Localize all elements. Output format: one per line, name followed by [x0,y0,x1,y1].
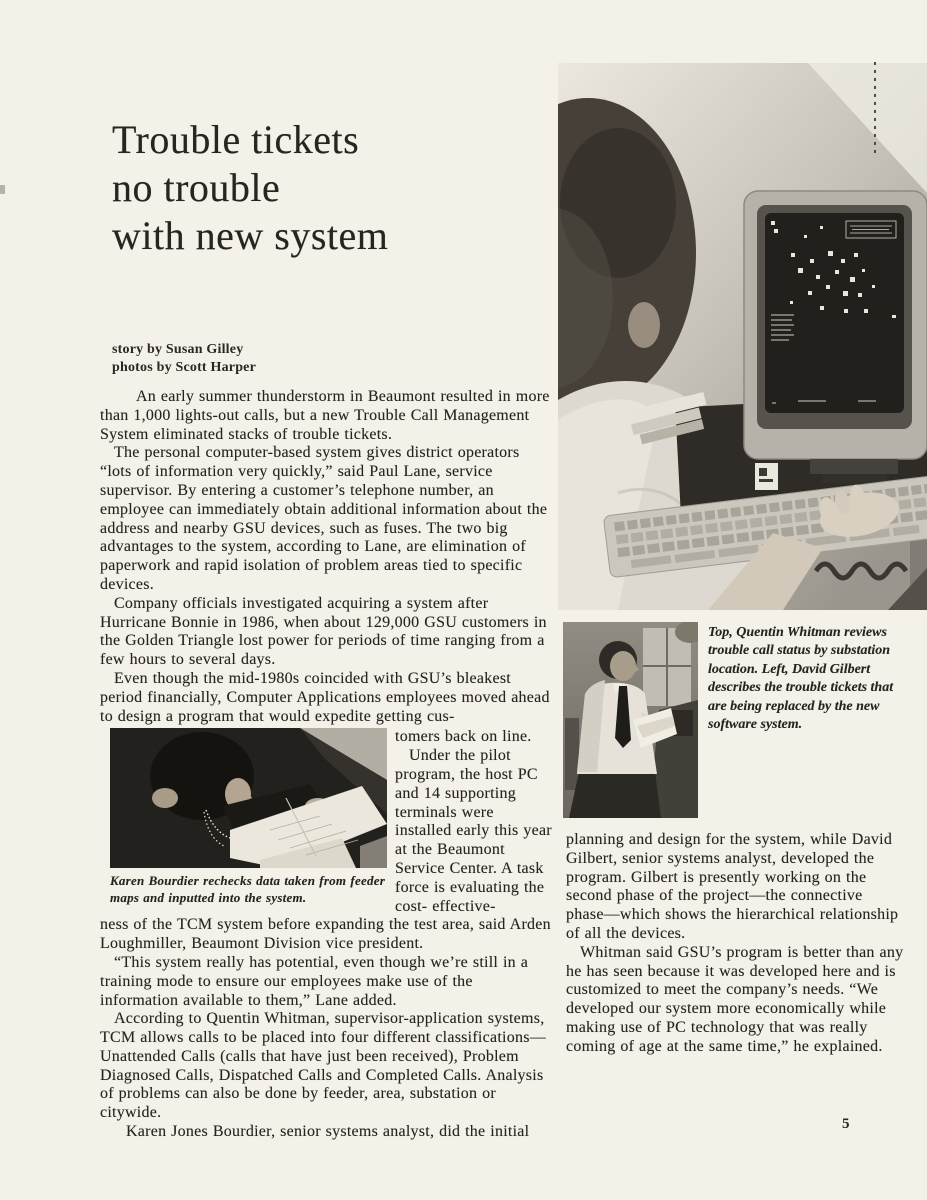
paragraph-potential: “This system really has potential, even though we’re still in a training mode to ensure our employees make use of the information available to them,” Lane added. [100,953,529,1009]
page-number: 5 [842,1116,850,1132]
scan-edge-mark [0,185,5,194]
title-line-3: with new system [112,213,389,258]
photo-karen-bourdier [110,728,387,868]
paragraph-planning: planning and design for the system, while David Gilbert, senior systems analyst, developed the program. Gilbert is presently working on the second phase of the project—the connective phase—which shows the hierarchical relationship of all the devices. [566,831,899,942]
paragraph-hurricane: Company officials investigated acquiring a system after Hurricane Bonnie in 1986, when about 129,000 GSU customers in the Golden Triangle lost power for periods of time ranging from a few hours to several days. [100,594,547,669]
photo-david-gilbert [563,622,698,818]
title-line-2: no trouble [112,165,281,210]
title-line-1: Trouble tickets [112,117,360,162]
photo-text-wrap-row [100,728,552,916]
paragraph-pc-system: The personal computer-based system gives district operators “lots of information very quickly,” said Paul Lane, service supervisor. By entering a customer’s telephone number, an employee can immediately obtain additional information about the address and nearby GSU devices, such as fuses. The two big advantages to the system, according to Lane, are elimination of paperwork and rapid isolation of problem areas tied to specific devices. [100,444,548,593]
byline-photos: photos by Scott Harper [112,359,257,375]
narrow-wrap-column [395,728,555,916]
caption-bourdier: Karen Bourdier rechecks data taken from feeder maps and inputted into the system. [110,873,386,905]
byline-story: story by Susan Gilley [112,342,244,357]
window [643,622,698,706]
paragraph-tomers: tomers back on line. [395,728,532,746]
monitor-screen [765,213,904,413]
paragraph-mid1980s: Even though the mid-1980s coincided with GSU’s bleakest period financially, Computer Applications employees moved ahead to design a program that would expedite getting cus- [100,669,550,725]
paragraph-karen-jones: Karen Jones Bourdier, senior systems analyst, did the initial [126,1123,530,1141]
crt-monitor [744,191,927,483]
pc-logo-label [755,463,778,490]
article-title [112,116,388,260]
paragraph-storm: An early summer thunderstorm in Beaumont resulted in more than 1,000 lights-out calls, but a new Trouble Call Management System eliminated stacks of trouble tickets. [100,388,550,443]
dotted-fold-line [874,62,876,158]
left-column [100,388,552,1142]
caption-right-photos: Top, Quentin Whitman reviews trouble call status by substation location. Left, David Gilbert describes the trouble tickets that are being replaced by the new software system. [708,625,894,733]
byline [112,341,256,376]
bourdier-photo-block [110,728,387,916]
paragraph-whitman-said: Whitman said GSU’s program is better than any he has seen because it was developed here and is customized to meet the company’s needs. “We developed our system more economically while making use of PC technology that was really coming of age at the same time,” he explained. [566,943,904,1055]
paragraph-ness: ness of the TCM system before expanding the test area, said Arden Loughmiller, Beaumont Division vice president. [100,916,551,953]
right-column [566,831,904,1057]
photo-operator-at-terminal [558,63,927,610]
paragraph-pilot: Under the pilot program, the host PC and 14 supporting terminals were installed early this year at the Beaumont Service Center. A task force is evaluating the cost- effective- [395,747,552,915]
paragraph-classifications: According to Quentin Whitman, supervisor-application systems, TCM allows calls to be placed into four different classifications—Unattended Calls (calls that have just been received), Problem Diagnosed Calls, Dispatched Calls and Completed Calls. Analysis of problems can also be done by feeder, area, substation or citywide. [100,1010,546,1122]
